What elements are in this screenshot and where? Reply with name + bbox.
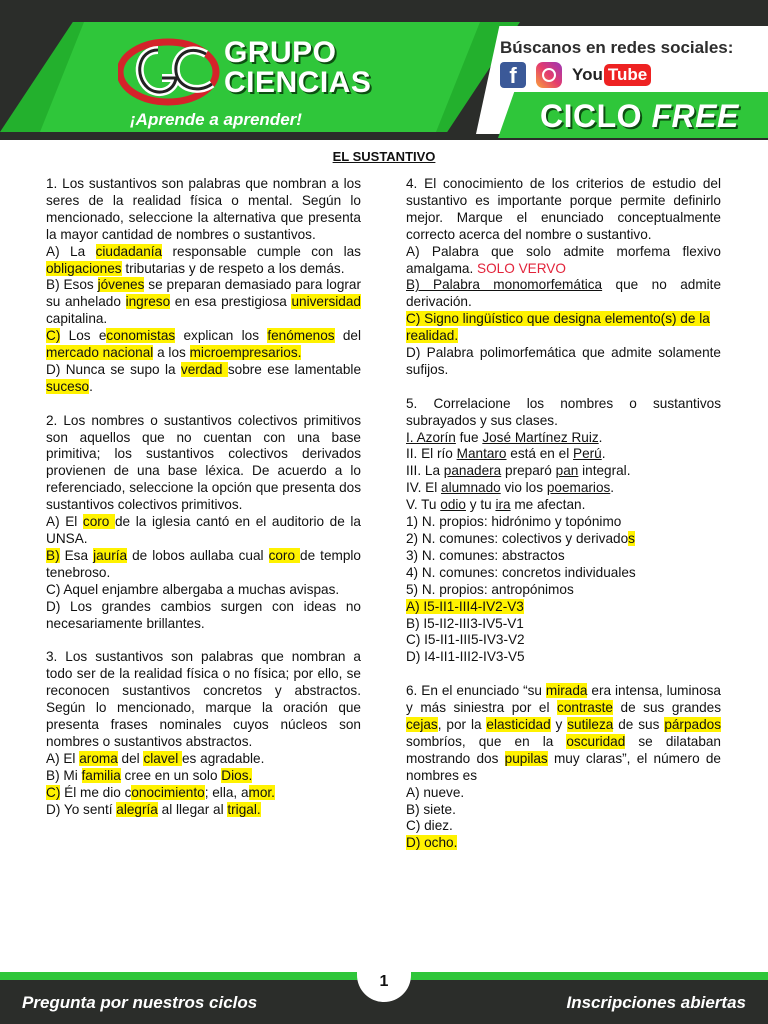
footer-left-text: Pregunta por nuestros ciclos bbox=[22, 993, 258, 1012]
ciclo-free-label bbox=[540, 98, 739, 135]
highlight: pupilas bbox=[504, 750, 548, 766]
highlight: oscuridad bbox=[566, 733, 626, 749]
highlight: coro bbox=[268, 547, 301, 563]
text: Los e bbox=[60, 328, 107, 344]
q1-stem: 1. Los sustantivos son palabras que nombran a los seres de la realidad física o mental. Según lo mencionado, seleccione la alternativa que presenta la mayor cantidad de nombres o sustantivos. bbox=[46, 176, 361, 242]
q5-key-5: 5) N. propios: antropónimos bbox=[406, 581, 574, 597]
highlight: verdad bbox=[180, 361, 228, 377]
text: . bbox=[610, 480, 615, 496]
underlined: ira bbox=[495, 497, 511, 513]
text: A) La bbox=[46, 243, 96, 259]
text: responsable cumple con las bbox=[162, 243, 361, 259]
highlight: aroma bbox=[79, 750, 118, 766]
q3-option-c bbox=[46, 785, 361, 802]
text: Él me dio c bbox=[60, 784, 132, 800]
text: capitalina. bbox=[46, 311, 108, 327]
highlight: universidad bbox=[291, 294, 361, 310]
page-number: 1 bbox=[357, 962, 411, 1002]
text: . bbox=[601, 446, 606, 462]
highlight: onocimiento bbox=[131, 784, 205, 800]
social-icons bbox=[500, 62, 651, 88]
highlight: mor. bbox=[248, 784, 275, 800]
q5-item-iv bbox=[406, 480, 721, 497]
text: está en el bbox=[506, 446, 574, 462]
text: sombríos, que en la bbox=[406, 733, 567, 749]
text: V. Tu bbox=[406, 497, 441, 513]
q5-key-3: 3) N. comunes: abstractos bbox=[406, 547, 565, 563]
highlight: trigal. bbox=[227, 801, 261, 817]
q5-option-b: B) I5-II2-III3-IV5-V1 bbox=[406, 615, 524, 631]
underlined: panadera bbox=[443, 463, 502, 479]
q3-option-b bbox=[46, 768, 361, 785]
text: cree en un solo bbox=[120, 767, 222, 783]
underlined: I. Azorín bbox=[406, 429, 456, 445]
q2-option-d: D) Los grandes cambios surgen con ideas no necesariamente brillantes. bbox=[46, 598, 361, 631]
q5-item-iii bbox=[406, 463, 721, 480]
text: ; ella, a bbox=[204, 784, 249, 800]
footer-right-text: Inscripciones abiertas bbox=[566, 993, 746, 1012]
text: del bbox=[334, 328, 362, 344]
q2-option-b bbox=[46, 548, 361, 582]
text: sobre ese lamentable bbox=[227, 361, 362, 377]
q4-option-a bbox=[406, 244, 721, 278]
underlined: Perú bbox=[573, 446, 602, 462]
underlined: Mantaro bbox=[456, 446, 507, 462]
text: que no admite derivación. bbox=[406, 277, 722, 310]
q5-item-i bbox=[406, 430, 721, 447]
text: en esa prestigiosa bbox=[170, 294, 292, 310]
q5-option-d: D) I4-II1-III2-IV3-V5 bbox=[406, 649, 525, 665]
question-2 bbox=[46, 413, 361, 633]
text: B) Mi bbox=[46, 767, 82, 783]
text: preparó bbox=[501, 463, 556, 479]
text: D) Nunca se supo la bbox=[46, 361, 181, 377]
question-4 bbox=[406, 176, 721, 379]
text: de lobos aullaba cual bbox=[127, 547, 269, 563]
q4-option-d: D) Palabra polimorfemática que admite solamente sufijos. bbox=[406, 345, 721, 377]
page-header bbox=[0, 0, 768, 140]
q5-stem: 5. Correlacione los nombres o sustantivos subrayados y sus clases. bbox=[406, 395, 721, 428]
text: fue bbox=[455, 429, 483, 445]
highlight: jóvenes bbox=[97, 277, 145, 293]
instagram-icon[interactable] bbox=[536, 62, 562, 88]
text: A) El bbox=[46, 514, 83, 530]
highlight: A) I5-II1-III4-IV2-V3 bbox=[406, 598, 524, 614]
q4-option-b bbox=[406, 277, 721, 311]
highlight: alegría bbox=[116, 801, 158, 817]
q3-stem: 3. Los sustantivos son palabras que nombran a todo ser de la realidad física o no física; por ello, se reconocen sustantivos concretos y abstractos. Según lo mencionado, marque la oración que presenta frases nominales cuyos núcleos son nombres o sustantivos abstractos. bbox=[46, 649, 361, 749]
underlined: odio bbox=[440, 497, 466, 513]
text: A) El bbox=[46, 750, 80, 766]
highlight: Dios. bbox=[221, 767, 253, 783]
underlined: poemarios bbox=[546, 480, 611, 496]
highlight: jauría bbox=[93, 547, 128, 563]
highlight: coro bbox=[82, 514, 115, 530]
question-3 bbox=[46, 649, 361, 818]
highlight: familia bbox=[81, 767, 121, 783]
question-5 bbox=[406, 396, 721, 667]
q2-option-a bbox=[46, 514, 361, 548]
q6-option-a: A) nueve. bbox=[406, 784, 465, 800]
text: a los bbox=[153, 345, 190, 361]
highlight: C) bbox=[46, 784, 61, 800]
q5-key-1: 1) N. propios: hidrónimo y topónimo bbox=[406, 514, 622, 530]
right-column bbox=[406, 176, 721, 869]
text: Esa bbox=[59, 547, 94, 563]
q3-option-a bbox=[46, 751, 361, 768]
question-1 bbox=[46, 176, 361, 396]
text: . bbox=[598, 429, 603, 445]
brand-line-2: CIENCIAS bbox=[224, 66, 372, 99]
text: de templo tenebroso. bbox=[46, 547, 361, 580]
q5-item-ii bbox=[406, 446, 721, 463]
highlight: obligaciones bbox=[46, 260, 122, 276]
text: II. El río bbox=[406, 446, 457, 462]
text: de la iglesia cantó en el auditorio de la UNSA. bbox=[46, 514, 361, 547]
text: se dilataban mostrando dos bbox=[406, 733, 721, 766]
grupo-ciencias-logo-icon bbox=[118, 36, 228, 108]
q4-stem: 4. El conocimiento de los criterios de estudio del sustantivo es importante porque permite definirlo mejor. Marque el enunciado conceptualmente correcto acerca del nombre o sustantivo. bbox=[406, 176, 721, 242]
underlined: pan bbox=[555, 463, 579, 479]
text: tributarias y de respeto a los demás. bbox=[121, 260, 345, 276]
q1-option-a bbox=[46, 244, 361, 278]
q5-key-4: 4) N. comunes: concretos individuales bbox=[406, 564, 636, 580]
text: . bbox=[89, 378, 93, 394]
highlight: D) ocho. bbox=[406, 835, 458, 851]
q1-option-b bbox=[46, 277, 361, 328]
facebook-icon[interactable]: f bbox=[500, 62, 526, 88]
highlight: s bbox=[628, 531, 635, 547]
youtube-you: You bbox=[572, 65, 603, 84]
text: B) Esos bbox=[46, 277, 98, 293]
text: muy claras”, el número de nombres es bbox=[406, 750, 721, 783]
text: al llegar al bbox=[157, 801, 228, 817]
text: IV. El bbox=[406, 480, 442, 496]
highlight: microempresarios. bbox=[189, 345, 302, 361]
q6-stem bbox=[406, 683, 721, 784]
text: III. La bbox=[406, 463, 444, 479]
youtube-tube: Tube bbox=[604, 64, 651, 86]
page-title: EL SUSTANTIVO bbox=[332, 149, 436, 164]
free-text: FREE bbox=[651, 98, 739, 134]
highlight: ciudadanía bbox=[95, 243, 163, 259]
text: se preparan demasiado para lograr su anhelado bbox=[46, 277, 361, 310]
q6-option-c: C) diez. bbox=[406, 818, 453, 834]
q6-option-d bbox=[406, 835, 721, 852]
highlight: fenómenos bbox=[267, 328, 335, 344]
highlight: clavel bbox=[143, 750, 182, 766]
social-title: Búscanos en redes sociales: bbox=[500, 38, 734, 57]
q5-key-2 bbox=[406, 531, 721, 548]
text: 2) N. comunes: colectivos y derivado bbox=[406, 531, 629, 547]
q5-option-c: C) I5-II1-III5-IV3-V2 bbox=[406, 632, 525, 648]
highlight: mirada bbox=[545, 683, 588, 699]
highlight: contraste bbox=[557, 700, 613, 716]
q4-option-c bbox=[406, 311, 721, 345]
highlight: B) bbox=[46, 547, 60, 563]
left-column bbox=[46, 176, 361, 835]
highlight: elasticidad bbox=[486, 716, 551, 732]
q6-option-b: B) siete. bbox=[406, 801, 456, 817]
brand-name bbox=[224, 38, 371, 98]
q1-option-d bbox=[46, 362, 361, 396]
text: 6. En el enunciado “su bbox=[406, 683, 546, 699]
text: integral. bbox=[578, 463, 631, 479]
q1-option-c bbox=[46, 328, 361, 362]
text: A) Palabra que solo admite morfema flexivo amalgama. bbox=[406, 243, 721, 276]
underlined: José Martínez Ruiz bbox=[482, 429, 599, 445]
slogan: ¡Aprende a aprender! bbox=[130, 110, 302, 129]
text: de sus grandes bbox=[612, 700, 721, 716]
highlight: conomistas bbox=[106, 328, 176, 344]
text: del bbox=[117, 750, 144, 766]
highlight: ingreso bbox=[125, 294, 171, 310]
highlight: sutileza bbox=[567, 716, 614, 732]
text: es agradable. bbox=[182, 750, 265, 766]
brand-line-1: GRUPO bbox=[224, 36, 337, 69]
q5-option-a bbox=[406, 599, 721, 616]
text: D) Yo sentí bbox=[46, 801, 117, 817]
text: y tu bbox=[465, 497, 496, 513]
highlight: suceso bbox=[46, 378, 90, 394]
text: , por la bbox=[437, 716, 487, 732]
highlight: mercado nacional bbox=[46, 345, 154, 361]
highlight: C) bbox=[46, 328, 61, 344]
q2-stem: 2. Los nombres o sustantivos colectivos primitivos son aquellos que no cuentan con una base primitiva; los sustantivos colectivos derivados provienen de una base léxica. De acuerdo a lo referenciado, seleccione la opción que presenta dos sustantivos colectivos primitivos. bbox=[46, 412, 361, 513]
q3-option-d bbox=[46, 802, 361, 819]
underlined: alumnado bbox=[441, 480, 501, 496]
question-6 bbox=[406, 683, 721, 852]
highlight: párpados bbox=[664, 716, 721, 732]
text: me afectan. bbox=[510, 497, 586, 513]
youtube-icon[interactable] bbox=[572, 64, 651, 86]
underlined: B) Palabra monomorfemática bbox=[406, 277, 603, 293]
q2-option-c: C) Aquel enjambre albergaba a muchas avispas. bbox=[46, 581, 340, 597]
text: vio los bbox=[500, 480, 547, 496]
handwritten-annotation: SOLO VERVO bbox=[477, 260, 566, 276]
text: de sus bbox=[613, 716, 665, 732]
highlight: C) Signo lingüístico que designa elemento(s) de la realidad. bbox=[406, 311, 710, 344]
text: y bbox=[550, 716, 568, 732]
highlight: cejas bbox=[406, 716, 438, 732]
text: era intensa, luminosa y más siniestra por el bbox=[406, 683, 721, 716]
ciclo-text: CICLO bbox=[540, 98, 643, 134]
text: explican los bbox=[175, 328, 268, 344]
q5-item-v bbox=[406, 497, 721, 514]
